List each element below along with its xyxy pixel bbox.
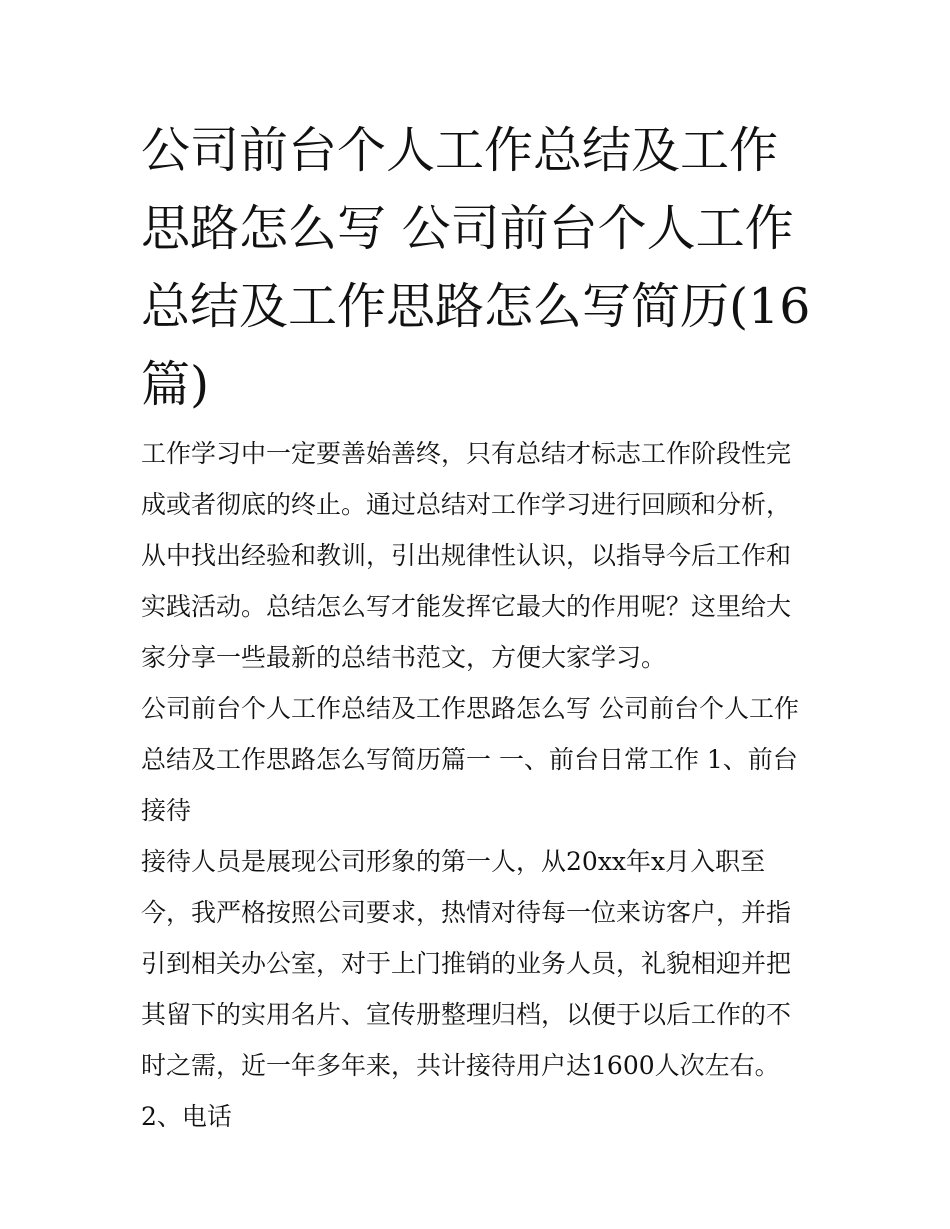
- section-heading-paragraph: 公司前台个人工作总结及工作思路怎么写 公司前台个人工作总结及工作思路怎么写简历篇一 一、前台日常工作 1、前台接待: [141, 694, 799, 825]
- reception-paragraph: 接待人员是展现公司形象的第一人，从20xx年x月入职至今，我严格按照公司要求，热情对待每一位来访客户，并指引到相关办公室，对于上门推销的业务人员，礼貌相迎并把其留下的实用名片、宣传册整理归档，以便于以后工作的不时之需，近一年多年来，共计接待用户达1600人次左右。 2、电话: [141, 847, 792, 1131]
- intro-paragraph: 工作学习中一定要善始善终，只有总结才标志工作阶段性完成或者彻底的终止。通过总结对工作学习进行回顾和分析，从中找出经验和教训，引出规律性认识，以指导今后工作和实践活动。总结怎么写才能发挥它最大的作用呢？这里给大家分享一些最新的总结书范文，方便大家学习。: [141, 439, 792, 672]
- document-body: [141, 112, 813, 1142]
- document-title: 公司前台个人工作总结及工作思路怎么写 公司前台个人工作总结及工作思路怎么写简历(16篇): [141, 122, 811, 413]
